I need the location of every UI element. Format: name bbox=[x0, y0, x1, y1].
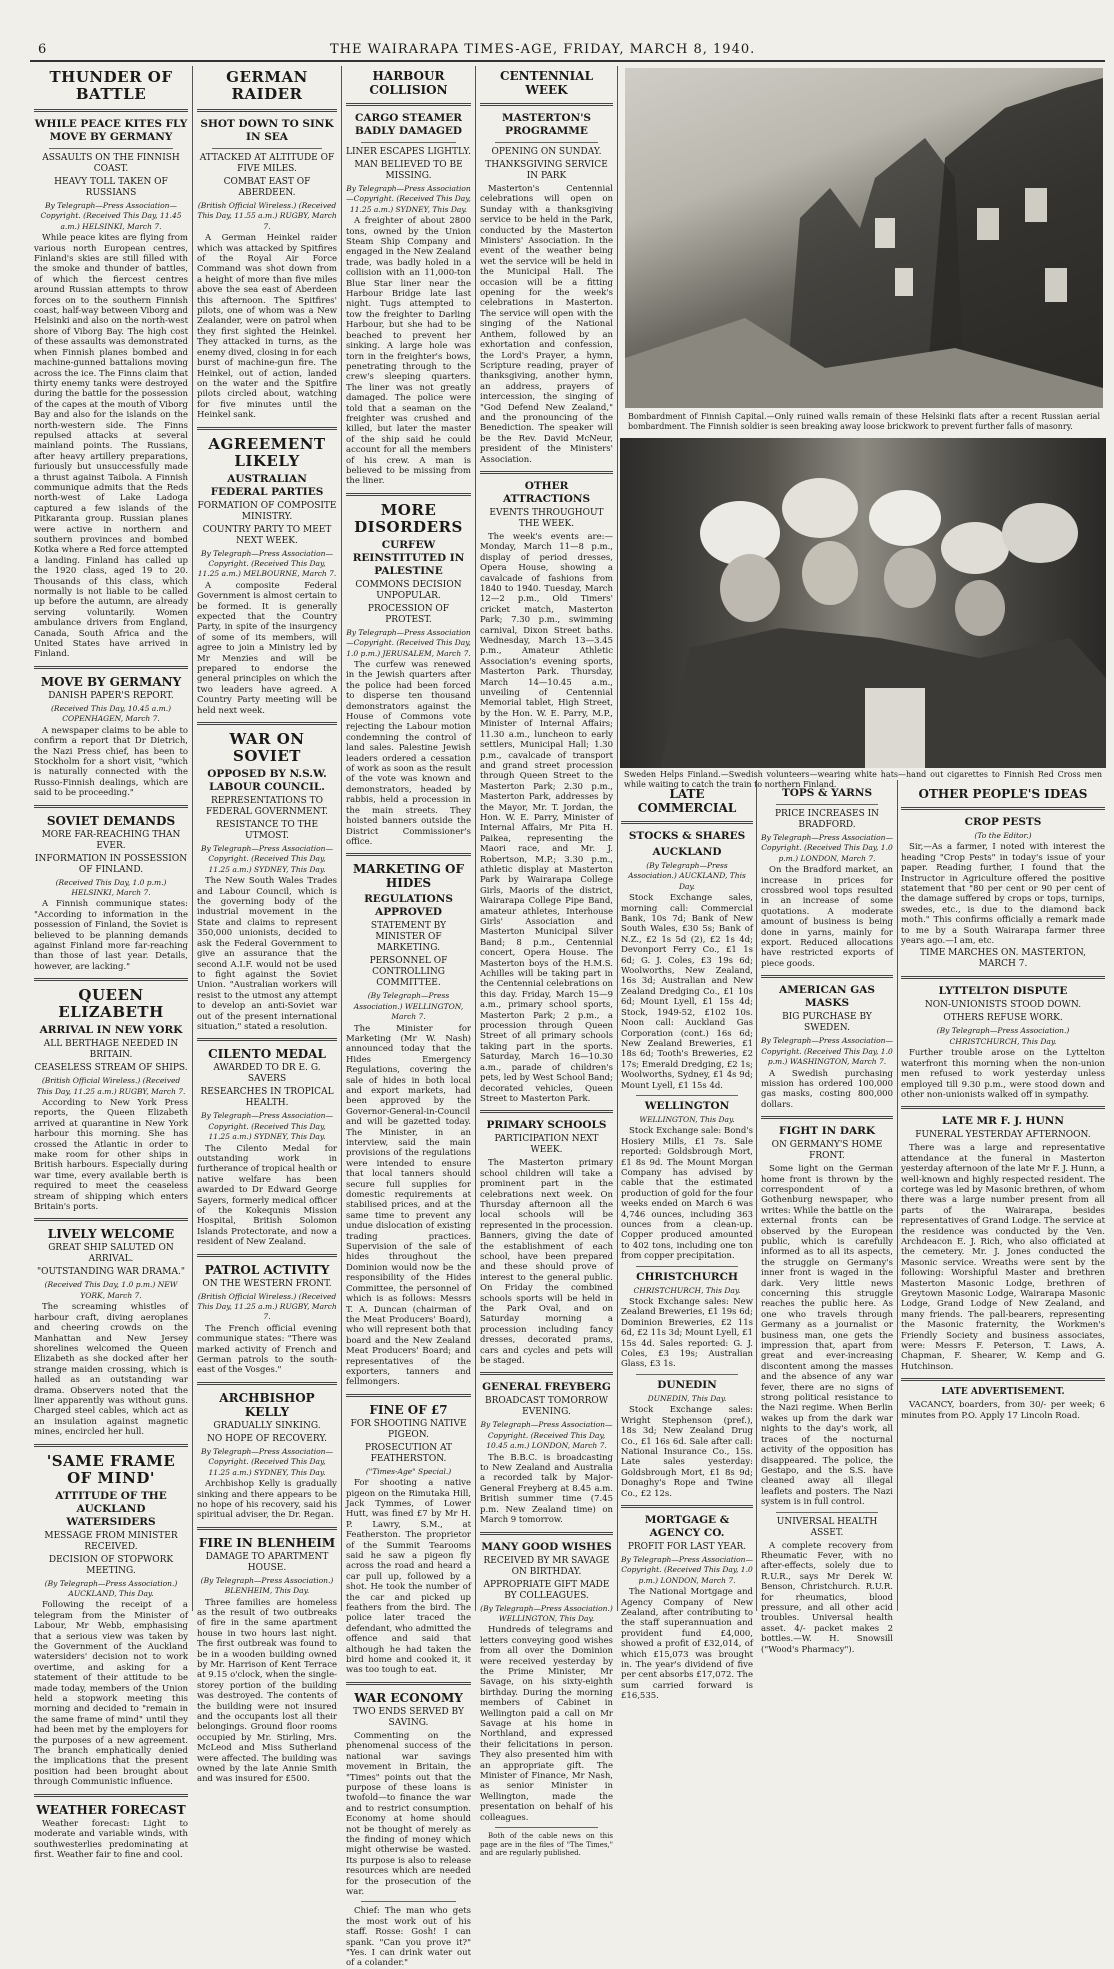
divider bbox=[197, 1254, 337, 1257]
deck: NON-UNIONISTS STOOD DOWN. bbox=[924, 1000, 1082, 1011]
photo-swedish-volunteers-image bbox=[620, 438, 1106, 768]
deck: "OUTSTANDING WAR DRAMA." bbox=[37, 1267, 185, 1278]
divider bbox=[761, 1116, 893, 1119]
headline: CILENTO MEDAL bbox=[208, 1047, 326, 1062]
deck: FORMATION OF COMPOSITE MINISTRY. bbox=[197, 500, 337, 522]
dateline: By Telegraph—Press Association—Copyright. (Received This Day, 1.0 p.m.) WASHINGTON, March 7. bbox=[761, 1036, 893, 1067]
headline: DUNEDIN bbox=[657, 1378, 717, 1391]
deck: PROFIT FOR LAST YEAR. bbox=[627, 1541, 747, 1552]
headline: HARBOUR COLLISION bbox=[369, 69, 448, 97]
headline: FIRE IN BLENHEIM bbox=[198, 1535, 336, 1550]
divider bbox=[212, 148, 322, 149]
dateline: ("Times-Age" Special.) bbox=[365, 1466, 452, 1476]
subheadline: CURFEW REINSTITUTED IN PALESTINE bbox=[352, 538, 465, 577]
article-body: Stock Exchange sales: New Zealand Breweries, £1 19s 6d; Dominion Breweries, £2 11s 6d, £2 11s 3d; Mount Lyell, £1 15s 4d. Sales reported: G. J. Coles, £3 19s; Australian Glass, £3 1s. bbox=[621, 1297, 753, 1370]
dateline: By Telegraph—Press Association—Copyright. (Received This Day, 1.0 p.m.) LONDON, March 7. bbox=[761, 833, 893, 863]
deck: STATEMENT BY MINISTER OF MARKETING. bbox=[370, 921, 447, 954]
divider bbox=[480, 471, 613, 474]
divider bbox=[34, 978, 188, 981]
article-body: Archbishop Kelly is gradually sinking and there appears to be no hope of his recovery, said his spiritual adviser, the Dr. Regan. bbox=[197, 1479, 337, 1521]
column-1 bbox=[34, 66, 188, 1860]
subheadline: OPPOSED BY N.S.W. LABOUR COUNCIL. bbox=[207, 768, 327, 794]
deck: MAN BELIEVED TO BE MISSING. bbox=[354, 160, 463, 181]
deck: HEAVY TOLL TAKEN OF RUSSIANS bbox=[54, 177, 168, 198]
divider bbox=[901, 807, 1105, 810]
article-body: Weather forecast: Light to moderate and variable winds, with southwesterlies predominating at first. Weather fair to fine and cool. bbox=[34, 1818, 188, 1860]
article-body: The National Mortgage and Agency Company of New Zealand, after contributing to the staff superannuation and provident fund £4,000, showed a profit of £32,014, of which £15,073 was brought in. The year's dividend of five per cent absorbs £17,072. The sum carried forward is £16,535. bbox=[621, 1587, 753, 1702]
divider bbox=[346, 1682, 471, 1685]
headline: FIGHT IN DARK bbox=[779, 1125, 875, 1138]
dateline: (Received This Day, 1.0 p.m.) NEW YORK, March 7. bbox=[44, 1280, 178, 1300]
dateline: By Telegraph—Press Association—Copyright. (Received This Day, 11.45 a.m.) HELSINKI, March 7. bbox=[40, 201, 182, 231]
headline: ARCHBISHOP KELLY bbox=[219, 1390, 315, 1419]
article-body: Three families are homeless as the result of two outbreaks of fire in the same apartment house in two hours last night. The first outbreak was found to be in a wooden building owned by Mr. Harrison of Kent Terrace at 9.15 o'clock, when the single-storey portion of the building was destroyed. The contents of the building were not insured and the occupants lost all their belongings. Ground floor rooms occupied by Mr. Stirling, Mrs. McLeod and Miss Sutherland were affected. The building was owned by the late Annie Smith and was insured for £500. bbox=[197, 1597, 337, 1785]
divider bbox=[495, 1827, 598, 1828]
divider bbox=[901, 976, 1105, 979]
deck: TWO ENDS SERVED BY SAVING. bbox=[353, 1706, 464, 1728]
divider bbox=[197, 1527, 337, 1530]
deck: FOR SHOOTING NATIVE PIGEON. bbox=[350, 1418, 467, 1440]
divider bbox=[346, 1394, 471, 1397]
photo-caption: Bombardment of Finnish Capital.—Only ruined walls remain of these Helsinki flats after a recent Russian aerial bombardment. The Finnish soldier is seen breaking away loose brickwork to prevent further falls of masonry. bbox=[628, 412, 1100, 431]
divider bbox=[197, 722, 337, 725]
headline: AMERICAN GAS MASKS bbox=[779, 984, 875, 1010]
headline: SOVIET DEMANDS bbox=[46, 813, 176, 828]
dateline: By Telegraph—Press Association—Copyright. (Received This Day, 11.25 a.m.) SYDNEY, This Day. bbox=[201, 844, 333, 874]
divider bbox=[197, 1382, 337, 1385]
article-body: A freighter of about 2800 tons, owned by the Union Steam Ship Company and engaged in the New Zealand trade, was badly holed in a collision with an 11,000-ton Blue Star liner near the Harbour Bridge late last night. Tugs attempted to tow the freighter to Darling Harbour, but she had to be beached to prevent her sinking. A large hole was torn in the freighter's bows, penetrating through to the crew's sleeping quarters. The liner was not greatly damaged. The police were told that a seaman on the freighter was crushed and killed, but later the master of the ship said he could account for all the members of his crew. A man is believed to be missing from the liner. bbox=[346, 216, 471, 487]
divider bbox=[34, 109, 188, 112]
deck: BIG PURCHASE BY SWEDEN. bbox=[782, 1012, 872, 1034]
headline: MORTGAGE & AGENCY CO. bbox=[644, 1513, 730, 1539]
dateline: DUNEDIN, This Day. bbox=[647, 1393, 727, 1403]
divider bbox=[776, 804, 878, 805]
advert-heading: UNIVERSAL HEALTH ASSET. bbox=[776, 1516, 878, 1538]
dateline: (By Telegraph—Press Association.) WELLINGTON, March 7. bbox=[353, 991, 464, 1022]
headline: QUEEN ELIZABETH bbox=[58, 986, 164, 1022]
dateline: By Telegraph—Press Association—Copyright. (Received This Day, 11.25 a.m.) SYDNEY, This Day. bbox=[201, 1446, 333, 1477]
deck: DAMAGE TO APARTMENT HOUSE. bbox=[205, 1551, 329, 1573]
subheadline: MASTERTON'S PROGRAMME bbox=[501, 112, 592, 137]
divider bbox=[361, 142, 456, 143]
headline: MORE DISORDERS bbox=[354, 500, 463, 536]
subheadline: CROP PESTS bbox=[964, 816, 1042, 828]
divider bbox=[480, 1532, 613, 1535]
article-body: Some light on the German home front is thrown by the correspondent of a Gothenburg newspaper, who writes: While the battle on the external fronts can be observed by the European public, which is carefully informed as to all its aspects, the struggle on Germany's inner front is waged in the dark. Very little news concerning this struggle reaches the public here. As one who travels through Germany as a journalist or business man, one gets the impression that, apart from great and ever-increasing discontent among the masses and the absence of any war fever, there are no signs of strong political resistance to the Nazi regime. When Berlin wakes up from the dark war nights to the day's work, all traces of the nocturnal activity of the opposition has disappeared. The police, the Gestapo, and the S.S. have cleaned away all illegal leaflets and posters. The Nazi system is in full control. bbox=[761, 1164, 893, 1508]
divider bbox=[361, 1901, 456, 1902]
divider bbox=[636, 1266, 738, 1267]
divider bbox=[480, 1110, 613, 1113]
headline: 'SAME FRAME OF MIND' bbox=[46, 1451, 176, 1487]
headline: LYTTELTON DISPUTE bbox=[938, 985, 1068, 998]
article-body: Commenting on the phenomenal success of the national war savings movement in Britain, the "Times" points out that the purpose of these loans is twofold—to finance the war and to restrict consumption. Economy at home should not be thought of merely as the finding of money which might otherwise be wasted. Its purpose is also to release resources which are needed for the prosecution of the war. bbox=[346, 1730, 471, 1897]
headline: LATE MR F. J. HUNN bbox=[942, 1115, 1064, 1128]
late-advertisement-heading: LATE ADVERTISEMENT. bbox=[941, 1387, 1065, 1398]
subheadline: CARGO STEAMER BADLY DAMAGED bbox=[354, 112, 463, 137]
subheadline: SHOT DOWN TO SINK IN SEA bbox=[200, 118, 334, 143]
dateline: (By Telegraph—Press Association.) BLENHEIM, This Day. bbox=[200, 1575, 334, 1596]
divider bbox=[901, 1378, 1105, 1381]
divider bbox=[34, 1794, 188, 1797]
deck: NO HOPE OF RECOVERY. bbox=[207, 1433, 327, 1444]
headline: CHRISTCHURCH bbox=[636, 1270, 738, 1283]
divider bbox=[197, 109, 337, 112]
article-body: On the Bradford market, an increase in prices for crossbred wool tops resulted in an increase of some quotations. A moderate amount of business is being done in yarns, mainly for export. Reduced allocations have restricted exports of piece goods. bbox=[761, 865, 893, 969]
headline: WAR ECONOMY bbox=[354, 1690, 463, 1705]
subheadline: REGULATIONS APPROVED bbox=[364, 893, 453, 919]
article-body: Stock Exchange sales, morning call: Commercial Bank, 10s 7d; Bank of New South Wales, £30 5s; Bank of N.Z., £2 1s 5d (2), £2 1s 4d; Devonport Ferry Co., £1 1s 6d; G. J. Coles, £3 19s 6d; Woolworths, New Zealand, 16s 3d; Australian and New Zealand Dredging Co., £1 10s 6d; Mount Lyell, £1 15s 4d; Stock, 1949-52, £102 10s. Noon call: Auckland Gas Corporation (cont.) 16s 6d; New Zealand Breweries, £1 18s 6d; Tooth's Breweries, £2 17s; Emerald Dredging, £2 1s; Woolworths, Sydney, £1 4s 9d; Mount Lyell, £1 15s 4d. bbox=[621, 893, 754, 1091]
dateline: (By Telegraph—Press Association.) AUCKLAND, This Day. bbox=[628, 861, 746, 891]
article-body: The screaming whistles of harbour craft, diving aeroplanes and cheering crowds on the Manhattan and New Jersey shorelines welcomed the Queen Elizabeth as she docked after her strange maiden crossing, which is hailed as an outstanding war drama. Observers noted that the liner apparently was without guns. Charged steel cables, which act as an insulation against magnetic mines, encircled her hull. bbox=[34, 1302, 188, 1438]
divider bbox=[776, 1512, 878, 1513]
column-4 bbox=[480, 66, 613, 1858]
column-rule bbox=[341, 66, 342, 1611]
divider bbox=[621, 1505, 753, 1508]
deck: DANISH PAPER'S REPORT. bbox=[48, 690, 174, 701]
deck: ATTACKED AT ALTITUDE OF FIVE MILES. bbox=[199, 153, 335, 174]
headline: FINE OF £7 bbox=[369, 1402, 448, 1417]
deck: REPRESENTATIONS TO FEDERAL GOVERNMENT. bbox=[205, 796, 329, 818]
deck: FUNERAL YESTERDAY AFTERNOON. bbox=[915, 1130, 1091, 1141]
article-body: The Minister for Marketing (Mr W. Nash) announced today that the Hides Emergency Regulations, covering the sale of hides in both local and export markets, had been approved by the Governor-General-in-Council and will be gazetted today. The Minister, in an interview, said the main provisions of the regulations were intended to ensure that local tanners should secure full supplies for domestic requirements at stabilised prices, and at the same time to prevent any undue dislocation of existing trading practices. Supervision of the sale of hides throughout the Dominion would now be the responsibility of the Hides Committee, the personnel of which is as follows: Messrs T. A. Duncan (chairman of the Meat Producers' Board), who will represent both that board and the New Zealand Meat Producers' Board; and representatives of the exporters, tanners and fellmongers. bbox=[346, 1023, 471, 1388]
column-rule bbox=[475, 66, 476, 1611]
headline: THUNDER OF BATTLE bbox=[49, 68, 173, 103]
deck: COUNTRY PARTY TO MEET NEXT WEEK. bbox=[202, 524, 332, 546]
letter-body: Sir,—As a farmer, I noted with interest the heading "Crop Pests" in today's issue of your paper. Reading further, I found that the Instructor in Agriculture offered the positive statement that "80 per cent or 90 per cent of the damage suffered by crops or tops, turnips, swedes, etc., is due to the diamond back moth." This confirms officially a remark made to me by a South Wairarapa farmer three years ago.—I am, etc. bbox=[901, 842, 1105, 947]
divider bbox=[197, 1038, 337, 1041]
divider bbox=[636, 1374, 738, 1375]
deck: COMBAT EAST OF ABERDEEN. bbox=[223, 177, 311, 198]
column-rule bbox=[617, 66, 618, 1611]
dateline: (Received This Day, 10.45 a.m.) COPENHAGEN, March 7. bbox=[51, 703, 171, 724]
dateline: By Telegraph—Press Association—Copyright. (Received This Day, 11.25 a.m.) MELBOURNE, March 7. bbox=[197, 548, 337, 579]
column-6 bbox=[761, 784, 893, 1655]
article-body: There was a large and representative attendance at the funeral in Masterton yesterday afternoon of the late Mr F. J. Hunn, a well-known and highly respected resident. The cortege was led by Masonic brethren, of whom there was a large number present from all parts of the Wairarapa, besides representatives of Grand Lodge. The service at the residence was conducted by the Ven. Archdeacon E. J. Rich, who also officiated at the cemetery. Mr. J. Jones conducted the Masonic service. Wreaths were sent by the following: Worshipful Master and brethren Masterton Masonic Lodge, brethren of Greytown Masonic Lodge, Wairarapa Masonic Lodge, Grand Lodge of New Zealand, and many friends. The pall-bearers, representing the Masonic fraternity, the Workmen's Friendly Society and business associates, were: Messrs F. Peterson, T. Laws, A. Chapman, F. Shearer, W. Kemp and G. Hutchinson. bbox=[901, 1143, 1105, 1372]
divider bbox=[34, 666, 188, 669]
deck: COMMONS DECISION UNPOPULAR. bbox=[355, 579, 462, 601]
dateline: (British Official Wireless.) (Received This Day, 11.55 a.m.) RUGBY, March 7. bbox=[197, 201, 337, 231]
divider bbox=[901, 1106, 1105, 1109]
headline: GENERAL FREYBERG bbox=[482, 1381, 611, 1394]
divider bbox=[49, 148, 173, 149]
dateline: CHRISTCHURCH, This Day. bbox=[633, 1285, 741, 1295]
divider bbox=[495, 142, 598, 143]
dateline: WELLINGTON, This Day. bbox=[639, 1114, 735, 1124]
dateline: By Telegraph—Press Association—Copyright. (Received This Day, 10.45 a.m.) LONDON, March 7. bbox=[480, 1420, 613, 1451]
footnote: Both of the cable news on this page are in the files of "The Times," and are regularly published. bbox=[480, 1832, 613, 1858]
deck: THANKSGIVING SERVICE IN PARK bbox=[485, 160, 608, 181]
headline: LIVELY WELCOME bbox=[47, 1227, 175, 1242]
deck: OTHERS REFUSE WORK. bbox=[943, 1013, 1063, 1024]
divider bbox=[346, 853, 471, 856]
subheadline: STOCKS & SHARES bbox=[628, 830, 746, 842]
column-3 bbox=[346, 66, 472, 1969]
divider bbox=[636, 1095, 738, 1096]
article-body: Following the receipt of a telegram from the Minister of Labour, Mr Webb, emphasising that a serious view was taken by the Government of the Auckland watersiders' decision not to work overtime, and asking for a statement of their attitude to be made today, members of the Union held a stopwork meeting this morning and decided to "remain in the same frame of mind" until they had been met by the employers for the purposes of a new agreement. The branch emphatically denied the implications that the present position had been brought about through Communistic influence. bbox=[34, 1600, 188, 1788]
article-body: Stock Exchange sales: Wright Stephenson (pref.), 18s 3d; New Zealand Drug Co., £1 16s 6d. Sale after call: National Insurance Co., 15s. Late sales yesterday: Goldsbrough Mort, £1 8s 9d; Donaghy's Rope and Twine Co., £2 12s. bbox=[621, 1405, 753, 1499]
article-body: While peace kites are flying from various north European centres, Finland's skies are still filled with the smoke and thunder of battles, of which the fiercest centres around Russian attempts to throw forces on to the southern Finnish coast, half-way between Viborg and Helsinki and also on the north-west shore of Viborg Bay. The high cost of these assaults was demonstrated when Finnish planes bombed and machine-gunned battalions moving across the ice. The Finns claim that thirty enemy tanks were destroyed during the battle for the possession of the capes at the mouth of Viborg Bay and also for the islands on the north-western side. The Finns repulsed attacks at several mainland points. The Russians, after heavy artillery preparations, furiously but unsuccessfully made a thrust against Taibola. A Finnish communique admits that the Reds north-west of Lake Ladoga captured a few islands of the Pitkaranta group. Russian planes were active in northern and southern provinces and bombed Kotka where a Red force attempted a landing. Finland has called up the 1920 class, aged 19 to 20. Thousands of this class, which normally is not liable to be called up before the autumn, are already serving voluntarily. Women ambulance drivers from England, Canada, South Africa and the United States have arrived in Finland. bbox=[34, 233, 188, 660]
divider bbox=[761, 975, 893, 978]
deck: RECEIVED BY MR SAVAGE ON BIRTHDAY. bbox=[483, 1555, 610, 1577]
divider bbox=[346, 493, 471, 496]
headline: PATROL ACTIVITY bbox=[204, 1262, 330, 1277]
dateline: By Telegraph—Press Association—Copyright. (Received This Day, 11.25 a.m.) SYDNEY, This Day. bbox=[346, 184, 471, 214]
deck: LINER ESCAPES LIGHTLY. bbox=[346, 147, 472, 157]
divider bbox=[621, 821, 753, 824]
article-body: The curfew was renewed in the Jewish quarters after the police had been forced to disperse ten thousand demonstrators against the House of Commons vote rejecting the Labour motion condemning the control of land sales. Palestine Jewish leaders ordered a cessation of work as soon as the result of the vote was known and demonstrators, headed by rabbis, held a procession in the main streets. They hoisted banners outside the District Commissioner's office. bbox=[346, 660, 471, 847]
divider bbox=[346, 103, 471, 106]
article-body: Stock Exchange sale: Bond's Hosiery Mills, £1 7s. Sale reported: Goldsbrough Mort, £1 8s 9d. The Mount Morgan Company has advised by cable that the estimated production of gold for the four weeks ended on March 6 was 4,746 ounces, including 363 ounces from a clean-up. Copper produced amounted to 402 tons, including one ton from copper precipitation. bbox=[621, 1126, 753, 1262]
divider bbox=[34, 1444, 188, 1447]
headline: MANY GOOD WISHES bbox=[481, 1540, 612, 1553]
headline: WELLINGTON bbox=[644, 1099, 730, 1112]
column-rule bbox=[756, 780, 757, 1611]
dateline: By Telegraph—Press Association—Copyright. (Received This Day, 1.0 p.m.) LONDON, March 7. bbox=[621, 1554, 753, 1585]
article-body: The B.B.C. is broadcasting to New Zealand and Australia a recorded talk by Major-General Freyberg at 8.45 a.m. British summer time (7.45 p.m. New Zealand time) on March 9 tomorrow. bbox=[480, 1452, 613, 1526]
subheadline: ARRIVAL IN NEW YORK bbox=[39, 1024, 183, 1037]
dateline: (By Telegraph—Press Association.) AUCKLAND, This Day. bbox=[44, 1578, 178, 1598]
article-body: A German Heinkel raider which was attacked by Spitfires of the Royal Air Force Command was shot down from a height of more than five miles above the sea east of Aberdeen this afternoon. The Spitfires' pilots, one of whom was a New Zealander, were on patrol when they first sighted the Heinkel. They attacked in turns, as the enemy dived, closing in for each burst of machine-gun fire. The Heinkel, out of action, landed on the water and the Spitfire pilots circled about, watching for five minutes until the Heinkel sank. bbox=[197, 233, 337, 421]
deck: BROADCAST TOMORROW EVENING. bbox=[484, 1396, 609, 1418]
dateline: (British Official Wireless.) (Received This Day, 11.25 a.m.) RUGBY, March 7. bbox=[197, 1291, 337, 1322]
column-rule bbox=[897, 780, 898, 1611]
deck: INFORMATION IN POSSESSION OF FINLAND. bbox=[34, 853, 188, 875]
divider bbox=[34, 1218, 188, 1221]
headline: AGREEMENT LIKELY bbox=[208, 434, 326, 470]
dateline: (By Telegraph—Press Association.) WELLINGTON, This Day. bbox=[480, 1603, 613, 1623]
divider bbox=[480, 1372, 613, 1375]
divider bbox=[34, 805, 188, 808]
photo-swedish-volunteers bbox=[620, 438, 1106, 768]
divider bbox=[480, 103, 613, 106]
article-body: A Swedish purchasing mission has ordered 100,000 gas masks, costing 800,000 dollars. bbox=[761, 1068, 893, 1110]
headline: PRIMARY SCHOOLS bbox=[486, 1119, 607, 1132]
deck: ASSAULTS ON THE FINNISH COAST. bbox=[42, 153, 180, 174]
subheadline: WHILE PEACE KITES FLY MOVE BY GERMANY bbox=[34, 118, 188, 143]
headline: CENTENNIAL WEEK bbox=[499, 69, 594, 97]
deck: PROCESSION OF PROTEST. bbox=[367, 603, 450, 625]
deck: PRICE INCREASES IN BRADFORD. bbox=[774, 809, 880, 830]
deck: PERSONNEL OF CONTROLLING COMMITTEE. bbox=[369, 956, 448, 989]
dateline: (British Official Wireless.) (Received This Day, 11.25 a.m.) RUGBY, March 7. bbox=[36, 1076, 186, 1096]
deck: PARTICIPATION NEXT WEEK. bbox=[494, 1134, 599, 1156]
photo-helsinki-bombardment bbox=[625, 68, 1103, 408]
subheadline: AUSTRALIAN FEDERAL PARTIES bbox=[210, 472, 324, 498]
article-body: The Masterton primary school children will take a prominent part in the celebrations next week. On Thursday afternoon all the local schools will be represented in the procession. Banners, giving the date of the establishment of each school, have been prepared and these should prove of interest to the general public. On Friday the combined schools sports will be held in the Park Oval, and on Saturday morning a procession including fancy dresses, decorated prams, cars and cycles and pets will be staged. bbox=[480, 1158, 613, 1367]
deck: AWARDED TO DR E. G. SAVERS bbox=[213, 1063, 321, 1085]
subheadline: AUCKLAND bbox=[652, 846, 722, 858]
deck: PROSECUTION AT FEATHERSTON. bbox=[364, 1442, 453, 1464]
headline: GERMAN RAIDER bbox=[226, 68, 308, 103]
headline: WEATHER FORECAST bbox=[36, 1802, 186, 1817]
headline: OTHER ATTRACTIONS bbox=[502, 479, 591, 505]
headline: MARKETING OF HIDES bbox=[352, 862, 465, 891]
advert-body: VACANCY, boarders, from 30/- per week; 6 minutes from P.O. Apply 17 Lincoln Road. bbox=[901, 1400, 1105, 1421]
article-body: Hundreds of telegrams and letters conveying good wishes from all over the Dominion were received yesterday by the Prime Minister, Mr Savage, on his sixty-eighth birthday. During the morning members of Cabinet in Wellington paid a call on Mr Savage at his home in Northland, and expressed their felicitations in person. They also presented him with an appropriate gift. The Minister of Finance, Mr Nash, as senior Minister in Wellington, made the presentation on behalf of his colleagues. bbox=[480, 1625, 613, 1823]
headline: TOPS & YARNS bbox=[781, 787, 873, 799]
headline: MOVE BY GERMANY bbox=[40, 674, 182, 689]
column-5 bbox=[621, 784, 754, 1702]
dateline: (Received This Day, 1.0 p.m.) HELSINKI, March 7. bbox=[55, 877, 167, 897]
dateline: By Telegraph—Press Association—Copyright. (Received This Day, 1.0 p.m.) JERUSALEM, March 7. bbox=[346, 627, 471, 658]
column-2 bbox=[197, 66, 337, 1785]
filler-joke: Chief: The man who gets the most work out of his staff. Rosse: Gosh! I can spank. "Can you prove it?" "Yes. I can drink water out of a colander." bbox=[346, 1906, 471, 1969]
letter-signature: TIME MARCHES ON. MASTERTON, MARCH 7. bbox=[919, 948, 1087, 970]
dateline: By Telegraph—Press Association—Copyright. (Received This Day, 11.25 a.m.) SYDNEY, This Day. bbox=[201, 1111, 333, 1142]
article-body: A Finnish communique states: "According to information in the possession of Finland, the Soviet is believed to be planning demands against Finland more far-reaching than those of last year. Details, however, are lacking." bbox=[34, 899, 188, 972]
deck: MORE FAR-REACHING THAN EVER. bbox=[41, 829, 181, 851]
article-body: Masterton's Centennial celebrations will open on Sunday with a thanksgiving service to be held in the Park, conducted by the Masterton Ministers' Association. In the event of the weather being wet the service will be held in the Municipal Hall. The occasion will be a fitting opening for the week's celebrations in Masterton. The service will open with the singing of the National Anthem, followed by an exhortation and confession, the Lord's Prayer, a hymn, Scripture reading, prayer of thanksgiving, another hymn, an address, prayers of intercession, the singing of "God Defend New Zealand," and the pronouncing of the Benediction. The speaker will be the Rev. David McNeur, president of the Ministers' Association. bbox=[480, 184, 613, 465]
article-body: According to New York Press reports, the Queen Elizabeth arrived at quarantine in New York harbour this morning. She has crossed the Atlantic in order to make room for other ships in British harbours. Especially during war time, every available berth is required to meet the ceaseless stream of shipping which enters Britain's ports. bbox=[34, 1098, 188, 1213]
dateline: (To the Editor.) bbox=[974, 831, 1032, 840]
deck: OPENING ON SUNDAY. bbox=[491, 147, 602, 157]
photo-caption: Sweden Helps Finland.—Swedish volunteers—wearing white hats—hand out cigarettes to Finnish Red Cross men while waiting to catch the train to northern Finland. bbox=[624, 770, 1102, 789]
deck: RESISTANCE TO THE UTMOST. bbox=[215, 820, 319, 842]
advert-body: A complete recovery from Rheumatic Fever, with no after-effects, solely due to R.U.R., says Mr Derek W. Benson, Christchurch. R.U.R. for rheumatics, blood pressure, and all other acid troubles. Universal health asset. 4/- packet makes 2 bottles.—W. H. Snowsill ("Wood's Pharmacy"). bbox=[761, 1540, 893, 1655]
deck: DECISION OF STOPWORK MEETING. bbox=[48, 1554, 174, 1576]
headline: OTHER PEOPLE'S IDEAS bbox=[918, 787, 1088, 801]
dateline: (By Telegraph—Press Association.) CHRISTCHURCH, This Day. bbox=[936, 1026, 1070, 1046]
deck: ON GERMANY'S HOME FRONT. bbox=[771, 1140, 883, 1162]
masthead bbox=[30, 38, 1105, 62]
headline: LATE COMMERCIAL bbox=[637, 787, 737, 815]
deck: GREAT SHIP SALUTED ON ARRIVAL. bbox=[48, 1243, 174, 1265]
article-body: The Cilento Medal for outstanding work in furtherance of tropical health or native welfare has been awarded to Dr Edward George Sayers, formerly medical officer of the Kokequnis Mission Hospital, British Solomon Islands Protectorate, and now a resident of New Zealand. bbox=[197, 1143, 337, 1248]
article-body: Further trouble arose on the Lyttelton waterfront this morning when the non-union men refused to work yesterday unless employed till 9.30 p.m., were stood down and other non-unionists walked off in sympathy. bbox=[901, 1048, 1105, 1100]
deck: EVENTS THROUGHOUT THE WEEK. bbox=[489, 507, 604, 529]
deck: ON THE WESTERN FRONT. bbox=[202, 1278, 332, 1289]
article-body: A composite Federal Government is almost certain to be formed. It is generally expected that the Country Party, in spite of the insurgency of some of its members, will agree to join a Ministry led by Mr Menzies and will be prepared to endorse the general principles on which the two leaders have agreed. A Country Party meeting will be held next week. bbox=[197, 580, 337, 716]
photo-helsinki-bombardment-image bbox=[625, 68, 1103, 408]
article-body: The New South Wales Trades and Labour Council, which is the governing body of the industrial movement in the State and claims to represent 350,000 unionists, decided to ask the Federal Government to give an assurance that the second A.I.F. would not be used to fight against the Soviet Union. "Australian workers will resist to the utmost any attempt to develop an anti-Soviet war out of the present international situation," stated a resolution. bbox=[197, 876, 337, 1032]
deck: APPROPRIATE GIFT MADE BY COLLEAGUES. bbox=[483, 1579, 610, 1601]
column-rule bbox=[192, 66, 193, 1611]
article-body: The French official evening communique states: "There was marked activity of French and German patrols to the south-east of the Vosges." bbox=[197, 1323, 337, 1376]
article-body: For shooting a native pigeon on the Rimutaka Hill, Jack Tymmes, of Lower Hutt, was fined £7 by Mr H. P. Lawry, S.M., at Featherston. The proprietor of the Summit Tearooms said he saw a pigeon fly across the road and heard a car pull up, followed by a shot. He took the number of the car and picked up feathers from the bird. The police later traced the defendant, who admitted the offence and said that although he had taken the bird home and cooked it, it was too tough to eat. bbox=[346, 1478, 471, 1676]
column-7 bbox=[901, 784, 1105, 1611]
article-body: A newspaper claims to be able to confirm a report that Dr Dietrich, the Nazi Press chief, has been to Stockholm for a short visit, "which is naturally connected with the Russo-Finnish dealings, which are said to be proceeding." bbox=[34, 725, 188, 799]
deck: RESEARCHES IN TROPICAL HEALTH. bbox=[200, 1087, 334, 1109]
divider bbox=[197, 427, 337, 430]
page-number: 6 bbox=[38, 42, 48, 57]
subheadline: ATTITUDE OF THE AUCKLAND WATERSIDERS bbox=[55, 1489, 167, 1528]
deck: CEASELESS STREAM OF SHIPS. bbox=[34, 1063, 188, 1074]
deck: ALL BERTHAGE NEEDED IN BRITAIN. bbox=[43, 1039, 179, 1061]
deck: MESSAGE FROM MINISTER RECEIVED. bbox=[44, 1530, 178, 1552]
article-body: The week's events are:— Monday, March 11—8 p.m., display of period dresses, Opera House, showing a cavalcade of fashions from 1840 to 1940. Tuesday, March 12—2 p.m., Old Timers' cricket match, Masterton Park; 7.30 p.m., swimming carnival, Dixon Street baths. Wednesday, March 13—3.45 p.m., Amateur Athletic Association's evening sports, Masterton Park. Thursday, March 14—10.45 a.m., unveiling of Centennial Memorial tablet, High Street, by the Hon. W. E. Parry, M.P., Minister of Internal Affairs; 11.30 a.m., luncheon to early settlers, Municipal Hall; 1.30 p.m., cavalcade of transport and grand street procession through Queen Street to the Masterton Park; 2.30 p.m., Masterton Park, addresses by the Mayor, Mr. T. Jordan, the Hon. W. E. Parry, Minister of Internal Affairs, Mr Pita H. Paikea, representing the Maori race, and Mr. J. Robertson, M.P.; 3.30 p.m., athletic display at Masterton Park by Wairarapa College Girls, Maoris of the district, Wairarapa College Pipe Band, amateur athletes, Interhouse Girls' Association and Masterton Municipal Silver Band; 8 p.m., Centennial concert, Opera House. The Masterton boys of the H.M.S. Achilles will be taking part in the Centennial celebrations on this day. Friday, March 15—9 a.m., primary school sports, Masterton Park; 2 p.m., a procession through Queen Street of all primary schools taking part in the sports. Saturday, March 16—10.30 a.m., parade of children's pets, led by West School Band; decorated vehicles, Queen Street to Masterton Park. bbox=[480, 531, 613, 1104]
deck: GRADUALLY SINKING. bbox=[213, 1420, 321, 1431]
headline: WAR ON SOVIET bbox=[229, 730, 305, 766]
newspaper-title: THE WAIRARAPA TIMES-AGE, FRIDAY, MARCH 8, 1940. bbox=[330, 42, 756, 57]
